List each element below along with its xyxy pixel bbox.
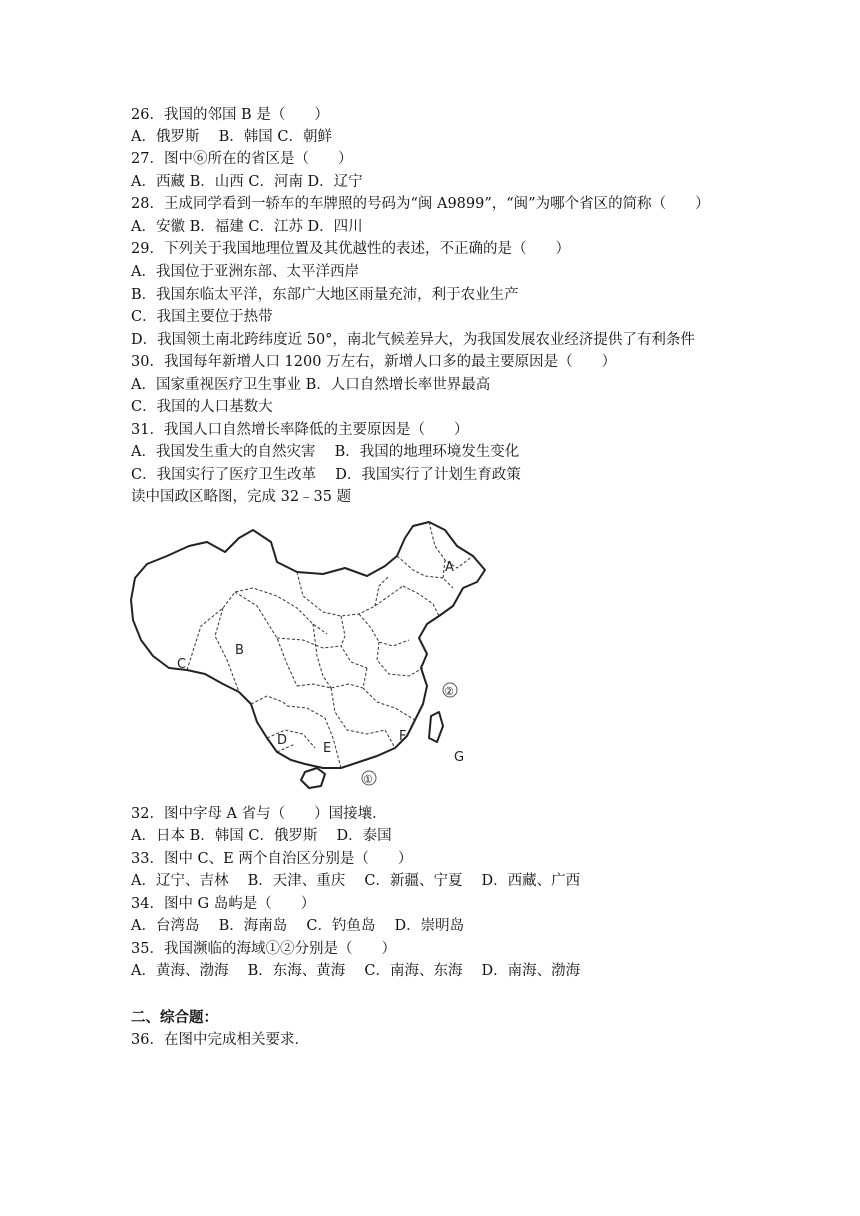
map-label-g: G: [454, 750, 465, 765]
q29-option-c: C．我国主要位于热带: [131, 309, 273, 325]
q26-stem: 26．我国的邻国 B 是（ ）: [131, 107, 329, 123]
q31-options-ab: A．我国发生重大的自然灾害 B．我国的地理环境发生变化: [131, 444, 520, 460]
q30-option-c: C．我国的人口基数大: [131, 399, 273, 415]
q32-options: A．日本 B．韩国 C．俄罗斯 D．泰国: [131, 828, 392, 844]
q30-stem: 30．我国每年新增人口 1200 万左右，新增人口多的最主要原因是（ ）: [131, 354, 617, 370]
q31-options-cd: C．我国实行了医疗卫生改革 D．我国实行了计划生育政策: [131, 467, 521, 483]
q29-stem: 29．下列关于我国地理位置及其优越性的表述，不正确的是（ ）: [131, 241, 570, 257]
q35-stem: 35．我国濒临的海域①②分别是（ ）: [131, 941, 396, 957]
q31-stem: 31．我国人口自然增长率降低的主要原因是（ ）: [131, 422, 469, 438]
china-province-map: [127, 516, 492, 792]
q30-options-ab: A．国家重视医疗卫生事业 B．人口自然增长率世界最高: [131, 377, 491, 393]
q34-stem: 34．图中 G 岛屿是（ ）: [131, 896, 316, 912]
q33-options: A．辽宁、吉林 B．天津、重庆 C．新疆、宁夏 D．西藏、广西: [131, 873, 581, 889]
map-instruction: 读中国政区略图，完成 32﹣35 题: [131, 489, 352, 505]
map-label-f: F: [399, 729, 407, 744]
q33-stem: 33．图中 C、E 两个自治区分别是（ ）: [131, 851, 413, 867]
map-label-sea-2: ②: [444, 685, 454, 698]
section-heading: 二、综合题：: [131, 1009, 218, 1026]
q34-options: A．台湾岛 B．海南岛 C．钓鱼岛 D．崇明岛: [131, 918, 465, 934]
map-label-b: B: [235, 643, 244, 658]
map-outline: [131, 522, 485, 768]
q32-stem: 32．图中字母 A 省与（ ）国接壤．: [131, 806, 387, 822]
map-label-e: E: [323, 741, 332, 756]
map-label-c: C: [177, 657, 187, 672]
hainan-outline: [301, 768, 325, 788]
map-label-d: D: [277, 733, 288, 748]
taiwan-outline: [429, 712, 443, 742]
q29-option-a: A．我国位于亚洲东部、太平洋西岸: [131, 264, 359, 280]
map-label-a: A: [445, 560, 454, 575]
q29-option-b: B．我国东临太平洋，东部广大地区雨量充沛，利于农业生产: [131, 287, 519, 303]
q26-options: A．俄罗斯 B．韩国 C．朝鲜: [131, 129, 332, 145]
map-label-sea-1: ①: [363, 773, 373, 786]
q27-options: A．西藏 B．山西 C．河南 D．辽宁: [131, 174, 363, 190]
q35-options: A．黄海、渤海 B．东海、黄海 C．南海、东海 D．南海、渤海: [131, 963, 581, 979]
q36-stem: 36．在图中完成相关要求．: [131, 1032, 309, 1048]
q29-option-d: D．我国领土南北跨纬度近 50°，南北气候差异大，为我国发展农业经济提供了有利条件: [131, 332, 695, 348]
q27-stem: 27．图中⑥所在的省区是（ ）: [131, 151, 353, 167]
q28-options: A．安徽 B．福建 C．江苏 D．四川: [131, 219, 363, 235]
q28-stem: 28．王成同学看到一轿车的车牌照的号码为“闽 A9899”，“闽”为哪个省区的简称（ ）: [131, 196, 710, 212]
